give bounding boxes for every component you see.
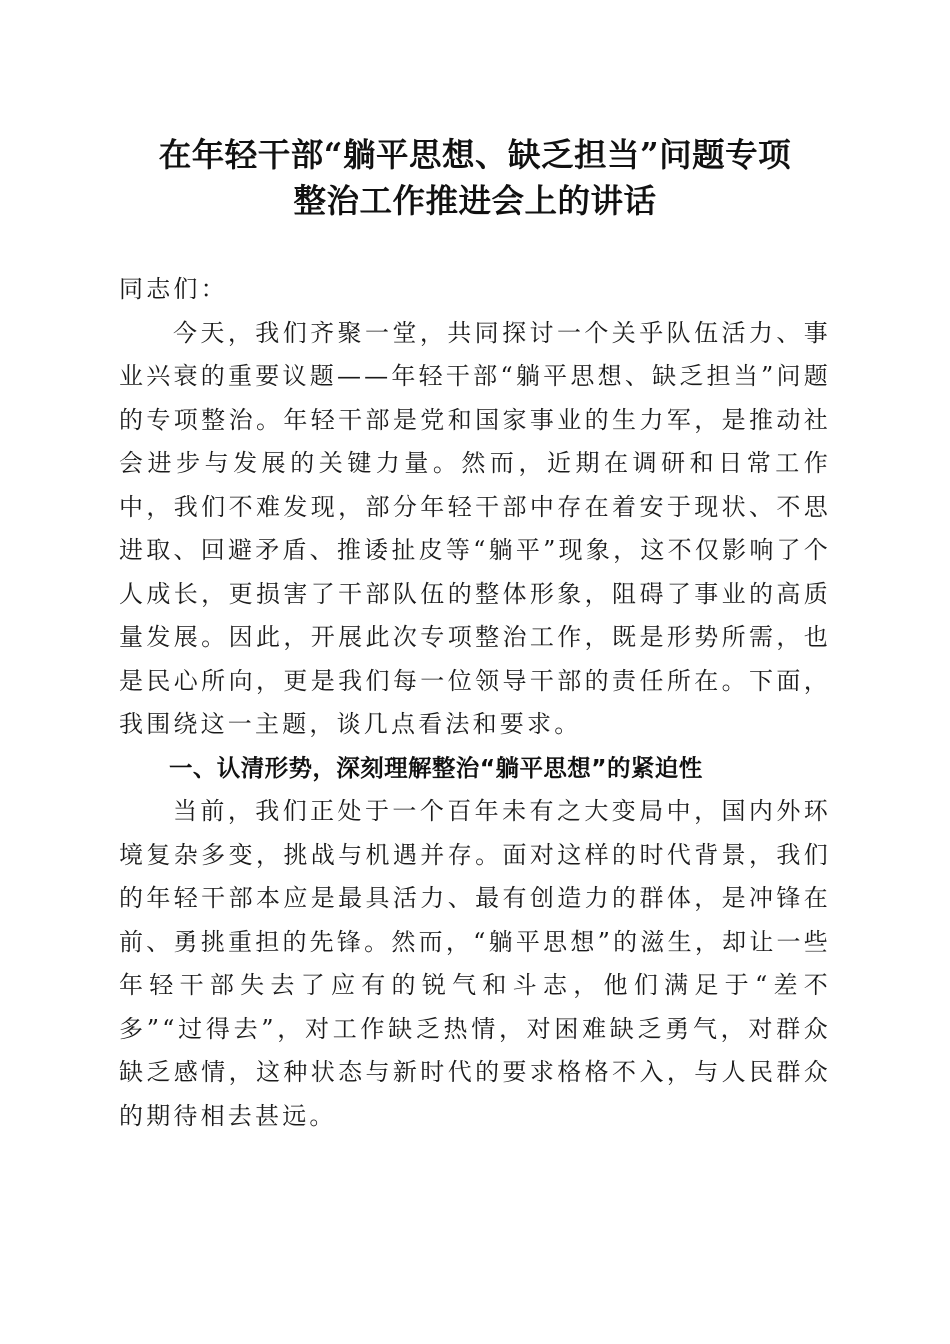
title-line-1: 在年轻干部“躺平思想、缺乏担当”问题专项 bbox=[158, 135, 792, 174]
paragraph-intro: 今天，我们齐聚一堂，共同探讨一个关乎队伍活力、事业兴衰的重要议题——年轻干部“躺平思想、缺乏担当”问题的专项整治。年轻干部是党和国家事业的生力军，是推动社会进步与发展的关键力量。然而，近期在调研和日常工作中，我们不难发现，部分年轻干部中存在着安于现状、不思进取、回避矛盾、推诿扯皮等“躺平”现象，这不仅影响了个人成长，更损害了干部队伍的整体形象，阻碍了事业的高质量发展。因此，开展此次专项整治工作，既是形势所需，也是民心所向，更是我们每一位领导干部的责任所在。下面，我围绕这一主题，谈几点看法和要求。 bbox=[119, 318, 831, 738]
section-heading-1: 一、认清形势，深刻理解整治“躺平思想”的紧迫性 bbox=[169, 753, 703, 782]
paragraph-section-1: 当前，我们正处于一个百年未有之大变局中，国内外环境复杂多变，挑战与机遇并存。面对这样的时代背景，我们的年轻干部本应是最具活力、最有创造力的群体，是冲锋在前、勇挑重担的先锋。然而，“躺平思想”的滋生，却让一些年轻干部失去了应有的锐气和斗志，他们满足于“差不多”“过得去”，对工作缺乏热情，对困难缺乏勇气，对群众缺乏感情，这种状态与新时代的要求格格不入，与人民群众的期待相去甚远。 bbox=[119, 797, 831, 1130]
document-title bbox=[119, 0, 831, 224]
title-line-2: 整治工作推进会上的讲话 bbox=[293, 181, 657, 220]
salutation: 同志们： bbox=[119, 275, 228, 303]
document-page bbox=[119, 0, 831, 1138]
